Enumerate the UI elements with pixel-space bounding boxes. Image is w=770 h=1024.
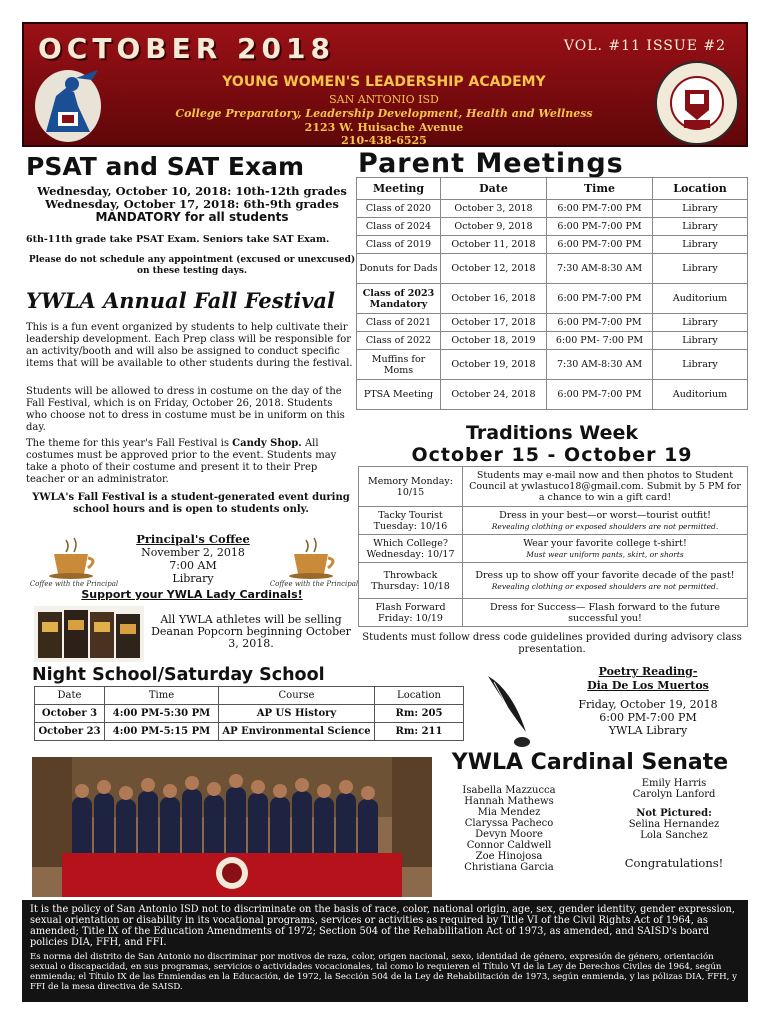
table-cell: October 9, 2018 xyxy=(441,218,547,236)
senate-member: Emily Harris xyxy=(641,778,707,789)
principal-coffee-date: November 2, 2018 xyxy=(141,546,245,559)
masthead-title: OCTOBER 2018 xyxy=(38,32,335,65)
spacer xyxy=(614,800,734,808)
table-cell: Library xyxy=(653,332,748,350)
school-phone: 210-438-6525 xyxy=(341,134,427,147)
table-cell: 4:00 PM-5:30 PM xyxy=(105,705,219,723)
table-row xyxy=(357,284,748,314)
poetry-title-1: Poetry Reading- xyxy=(598,665,698,678)
tradition-description: Wear your favorite college t-shirt! xyxy=(523,537,687,549)
table-cell: October 16, 2018 xyxy=(441,284,547,314)
table-cell: October 23 xyxy=(35,723,105,741)
dress-code-note: Students must follow dress code guidelines provided during advisory class presentation. xyxy=(362,632,742,655)
principal-coffee-place: Library xyxy=(172,572,214,585)
table-row xyxy=(359,599,748,627)
school-seal-logo xyxy=(654,60,740,146)
congratulations-text: Congratulations! xyxy=(624,856,724,870)
coffee-icon-text-left: Coffee with the Principal xyxy=(29,580,119,588)
column-header: Course xyxy=(219,687,375,705)
table-cell: Rm: 205 xyxy=(375,705,464,723)
tradition-day: Memory Monday: 10/15 xyxy=(359,467,463,507)
traditions-week-dates: October 15 - October 19 xyxy=(411,444,693,466)
table-row xyxy=(357,332,748,350)
table-cell: Library xyxy=(653,254,748,284)
senate-member: Isabella Mazzucca xyxy=(462,785,556,796)
poetry-title-2: Dia De Los Muertos xyxy=(587,679,709,692)
newsletter-page xyxy=(22,22,748,1002)
table-cell: AP US History xyxy=(219,705,375,723)
table-row xyxy=(357,236,748,254)
table-cell: October 12, 2018 xyxy=(441,254,547,284)
principal-coffee-time: 7:00 AM xyxy=(169,559,217,572)
cardinal-senate-title: YWLA Cardinal Senate xyxy=(451,750,729,775)
popcorn-bags-image xyxy=(34,606,144,662)
table-cell: 7:30 AM-8:30 AM xyxy=(547,254,653,284)
support-cardinals-title: Support your YWLA Lady Cardinals! xyxy=(81,588,303,601)
tradition-day: Flash Forward Friday: 10/19 xyxy=(359,599,463,627)
table-cell: October 3 xyxy=(35,705,105,723)
tradition-day: Which College? Wednesday: 10/17 xyxy=(359,535,463,563)
table-cell: October 3, 2018 xyxy=(441,200,547,218)
tradition-cell xyxy=(463,535,748,563)
cardinal-senate-group-photo xyxy=(32,757,432,897)
table-cell: 6:00 PM-7:00 PM xyxy=(547,236,653,254)
table-row xyxy=(357,218,748,236)
table-cell: PTSA Meeting xyxy=(357,380,441,410)
senate-member: Christiana Garcia xyxy=(464,862,554,873)
tradition-rule: Revealing clothing or exposed shoulders are not permitted. xyxy=(491,581,719,591)
table-cell: Class of 2022 xyxy=(357,332,441,350)
senate-names-left xyxy=(454,785,564,873)
table-cell: Library xyxy=(653,350,748,380)
not-pictured-label: Not Pictured: xyxy=(636,808,712,819)
table-header-row xyxy=(35,687,464,705)
volume-issue: VOL. #11 ISSUE #2 xyxy=(563,38,726,54)
senate-member: Carolyn Lanford xyxy=(632,789,716,800)
leader-statue-logo xyxy=(32,66,104,144)
school-address: 2123 W. Huisache Avenue xyxy=(304,121,464,134)
table-row xyxy=(357,254,748,284)
festival-student-generated: YWLA's Fall Festival is a student-generated event during school hours and is open to students only. xyxy=(32,492,350,515)
table-cell: Auditorium xyxy=(653,380,748,410)
table-cell: October 24, 2018 xyxy=(441,380,547,410)
tradition-cell xyxy=(463,507,748,535)
coffee-icon-text-right: Coffee with the Principal xyxy=(269,580,359,588)
table-cell: 6:00 PM- 7:00 PM xyxy=(547,332,653,350)
festival-paragraph-3 xyxy=(26,438,356,486)
policy-spanish: Es norma del distrito de San Antonio no discriminar por motivos de raza, color, origen nacional, sexo, identidad de género, expresión de género, orientación sexual o discapacidad, en sus programas, servicios o actividades vocacionales, tal como lo requieren el Título VI de la Ley de Derechos Civiles de 1964, según enmienda; el Título IX de las Enmiendas en la Educación, de 1972, la Sección 504 de la Ley de Rehabilitación de 1973, según enmienda, y las pólizas DIA, FFH, y FFI de la mesa directiva de SAISD. xyxy=(30,952,737,992)
table-cell: Library xyxy=(653,218,748,236)
table-row xyxy=(359,467,748,507)
festival-theme-intro: The theme for this year's Fall Festival is xyxy=(26,438,233,449)
senate-member: Zoe Hinojosa xyxy=(475,851,543,862)
psat-section-title: PSAT and SAT Exam xyxy=(26,152,305,181)
psat-date-line-2: Wednesday, October 17, 2018: 6th-9th grades xyxy=(45,197,339,211)
table-cell: Class of 2021 xyxy=(357,314,441,332)
table-cell: Class of 2020 xyxy=(357,200,441,218)
tradition-description: Students may e-mail now and then photos to Student Council at ywlastuco18@gmail.com. Submit by 5 PM for a chance to win a gift card! xyxy=(463,467,748,507)
table-cell: Muffins for Moms xyxy=(357,350,441,380)
table-row xyxy=(357,350,748,380)
table-cell: October 17, 2018 xyxy=(441,314,547,332)
school-name: YOUNG WOMEN'S LEADERSHIP ACADEMY xyxy=(222,74,546,90)
senate-names-right xyxy=(614,778,734,841)
psat-date-line-1: Wednesday, October 10, 2018: 10th-12th grades xyxy=(37,184,347,198)
senate-member: Hannah Mathews xyxy=(464,796,554,807)
festival-title: YWLA Annual Fall Festival xyxy=(26,288,335,313)
column-header: Location xyxy=(653,178,748,200)
principal-coffee-title: Principal's Coffee xyxy=(136,532,250,546)
table-cell: October 18, 2019 xyxy=(441,332,547,350)
column-header: Time xyxy=(547,178,653,200)
table-row xyxy=(359,507,748,535)
psat-mandatory: MANDATORY for all students xyxy=(95,210,289,224)
table-cell: October 11, 2018 xyxy=(441,236,547,254)
coffee-cup-icon xyxy=(269,536,359,588)
senate-member: Connor Caldwell xyxy=(466,840,552,851)
tradition-description: Dress up to show off your favorite decade of the past! xyxy=(475,569,735,581)
night-school-table xyxy=(34,686,464,741)
column-header: Date xyxy=(441,178,547,200)
column-header: Meeting xyxy=(357,178,441,200)
tradition-day: Throwback Thursday: 10/18 xyxy=(359,563,463,599)
popcorn-sale-text: All YWLA athletes will be selling Deanan Popcorn beginning October 3, 2018. xyxy=(151,613,351,650)
senate-member: Selina Hernandez xyxy=(628,819,720,830)
district-name: SAN ANTONIO ISD xyxy=(329,93,439,106)
festival-theme: Candy Shop. xyxy=(232,438,302,449)
poetry-date: Friday, October 19, 2018 xyxy=(578,698,718,711)
festival-paragraph-1: This is a fun event organized by students to help cultivate their leadership development. Each Prep class will be responsible for an activity/booth and will also be assigned to conduct specific items that will be available to other students during the festival. xyxy=(26,322,353,369)
nondiscrimination-policy xyxy=(22,900,748,1002)
table-cell: October 19, 2018 xyxy=(441,350,547,380)
column-header: Time xyxy=(105,687,219,705)
festival-theme-details: All costumes must be approved prior to the event. Students may take a photo of their costume and present it to their Prep teacher or an administrator. xyxy=(26,438,337,485)
table-row xyxy=(359,535,748,563)
table-cell: Library xyxy=(653,236,748,254)
table-cell: Auditorium xyxy=(653,284,748,314)
policy-english: It is the policy of San Antonio ISD not to discriminate on the basis of race, color, national origin, age, sex, gender identity, gender expression, sexual orientation or disability in its vocational programs, services or activities as required by Title VI of the Civil Rights Act of 1964, as amended; Title IX of the Education Amendments of 1972; Section 504 of the Rehabilitation Act of 1973, as amended, and SAISD's board policies DIA, FFH, and FFI. xyxy=(30,904,735,948)
table-cell: AP Environmental Science xyxy=(219,723,375,741)
table-cell: Donuts for Dads xyxy=(357,254,441,284)
traditions-week-table xyxy=(358,466,748,627)
table-cell: Rm: 211 xyxy=(375,723,464,741)
table-row xyxy=(359,563,748,599)
table-cell: 6:00 PM-7:00 PM xyxy=(547,380,653,410)
table-header-row xyxy=(357,178,748,200)
table-row xyxy=(357,314,748,332)
tradition-day: Tacky Tourist Tuesday: 10/16 xyxy=(359,507,463,535)
parent-meetings-title: Parent Meetings xyxy=(358,148,624,179)
traditions-week-title: Traditions Week xyxy=(466,422,638,444)
tradition-rule: Revealing clothing or exposed shoulders are not permitted. xyxy=(491,521,719,531)
tradition-description: Dress in your best—or worst—tourist outfit! xyxy=(499,509,711,521)
coffee-cup-icon xyxy=(29,536,119,588)
school-tagline: College Preparatory, Leadership Development, Health and Wellness xyxy=(175,107,593,120)
psat-exam-note: 6th-11th grade take PSAT Exam. Seniors take SAT Exam. xyxy=(26,234,330,245)
table-cell: Class of 2023 Mandatory xyxy=(357,284,441,314)
senate-member: Claryssa Pacheco xyxy=(464,818,554,829)
senate-member: Mia Mendez xyxy=(477,807,541,818)
newsletter-header xyxy=(22,22,748,147)
festival-paragraph-2: Students will be allowed to dress in costume on the day of the Fall Festival, which is on Friday, October 26, 2018. Students who choose not to dress in costume must be in uniform on this day. xyxy=(26,386,345,433)
poetry-time: 6:00 PM-7:00 PM xyxy=(599,711,697,724)
psat-appointment-note: Please do not schedule any appointment (excused or unexcused) on these testing days. xyxy=(28,255,356,276)
table-cell: Class of 2019 xyxy=(357,236,441,254)
table-cell: Library xyxy=(653,200,748,218)
quill-pen-icon xyxy=(482,672,532,752)
senate-member: Devyn Moore xyxy=(475,829,543,840)
table-row xyxy=(357,380,748,410)
table-cell: 6:00 PM-7:00 PM xyxy=(547,218,653,236)
night-school-title: Night School/Saturday School xyxy=(32,665,325,685)
table-cell: Library xyxy=(653,314,748,332)
parent-meetings-table xyxy=(356,177,748,410)
table-cell: Class of 2024 xyxy=(357,218,441,236)
table-cell: 7:30 AM-8:30 AM xyxy=(547,350,653,380)
table-row xyxy=(35,723,464,741)
table-cell: 6:00 PM-7:00 PM xyxy=(547,314,653,332)
table-row xyxy=(357,200,748,218)
senate-member: Lola Sanchez xyxy=(640,830,708,841)
tradition-description: Dress for Success— Flash forward to the future successful you! xyxy=(463,599,748,627)
tradition-cell xyxy=(463,563,748,599)
poetry-place: YWLA Library xyxy=(608,724,688,737)
table-cell: 6:00 PM-7:00 PM xyxy=(547,200,653,218)
column-header: Location xyxy=(375,687,464,705)
tradition-rule: Must wear uniform pants, skirt, or shorts xyxy=(526,549,684,559)
column-header: Date xyxy=(35,687,105,705)
table-cell: 6:00 PM-7:00 PM xyxy=(547,284,653,314)
table-row xyxy=(35,705,464,723)
table-cell: 4:00 PM-5:15 PM xyxy=(105,723,219,741)
